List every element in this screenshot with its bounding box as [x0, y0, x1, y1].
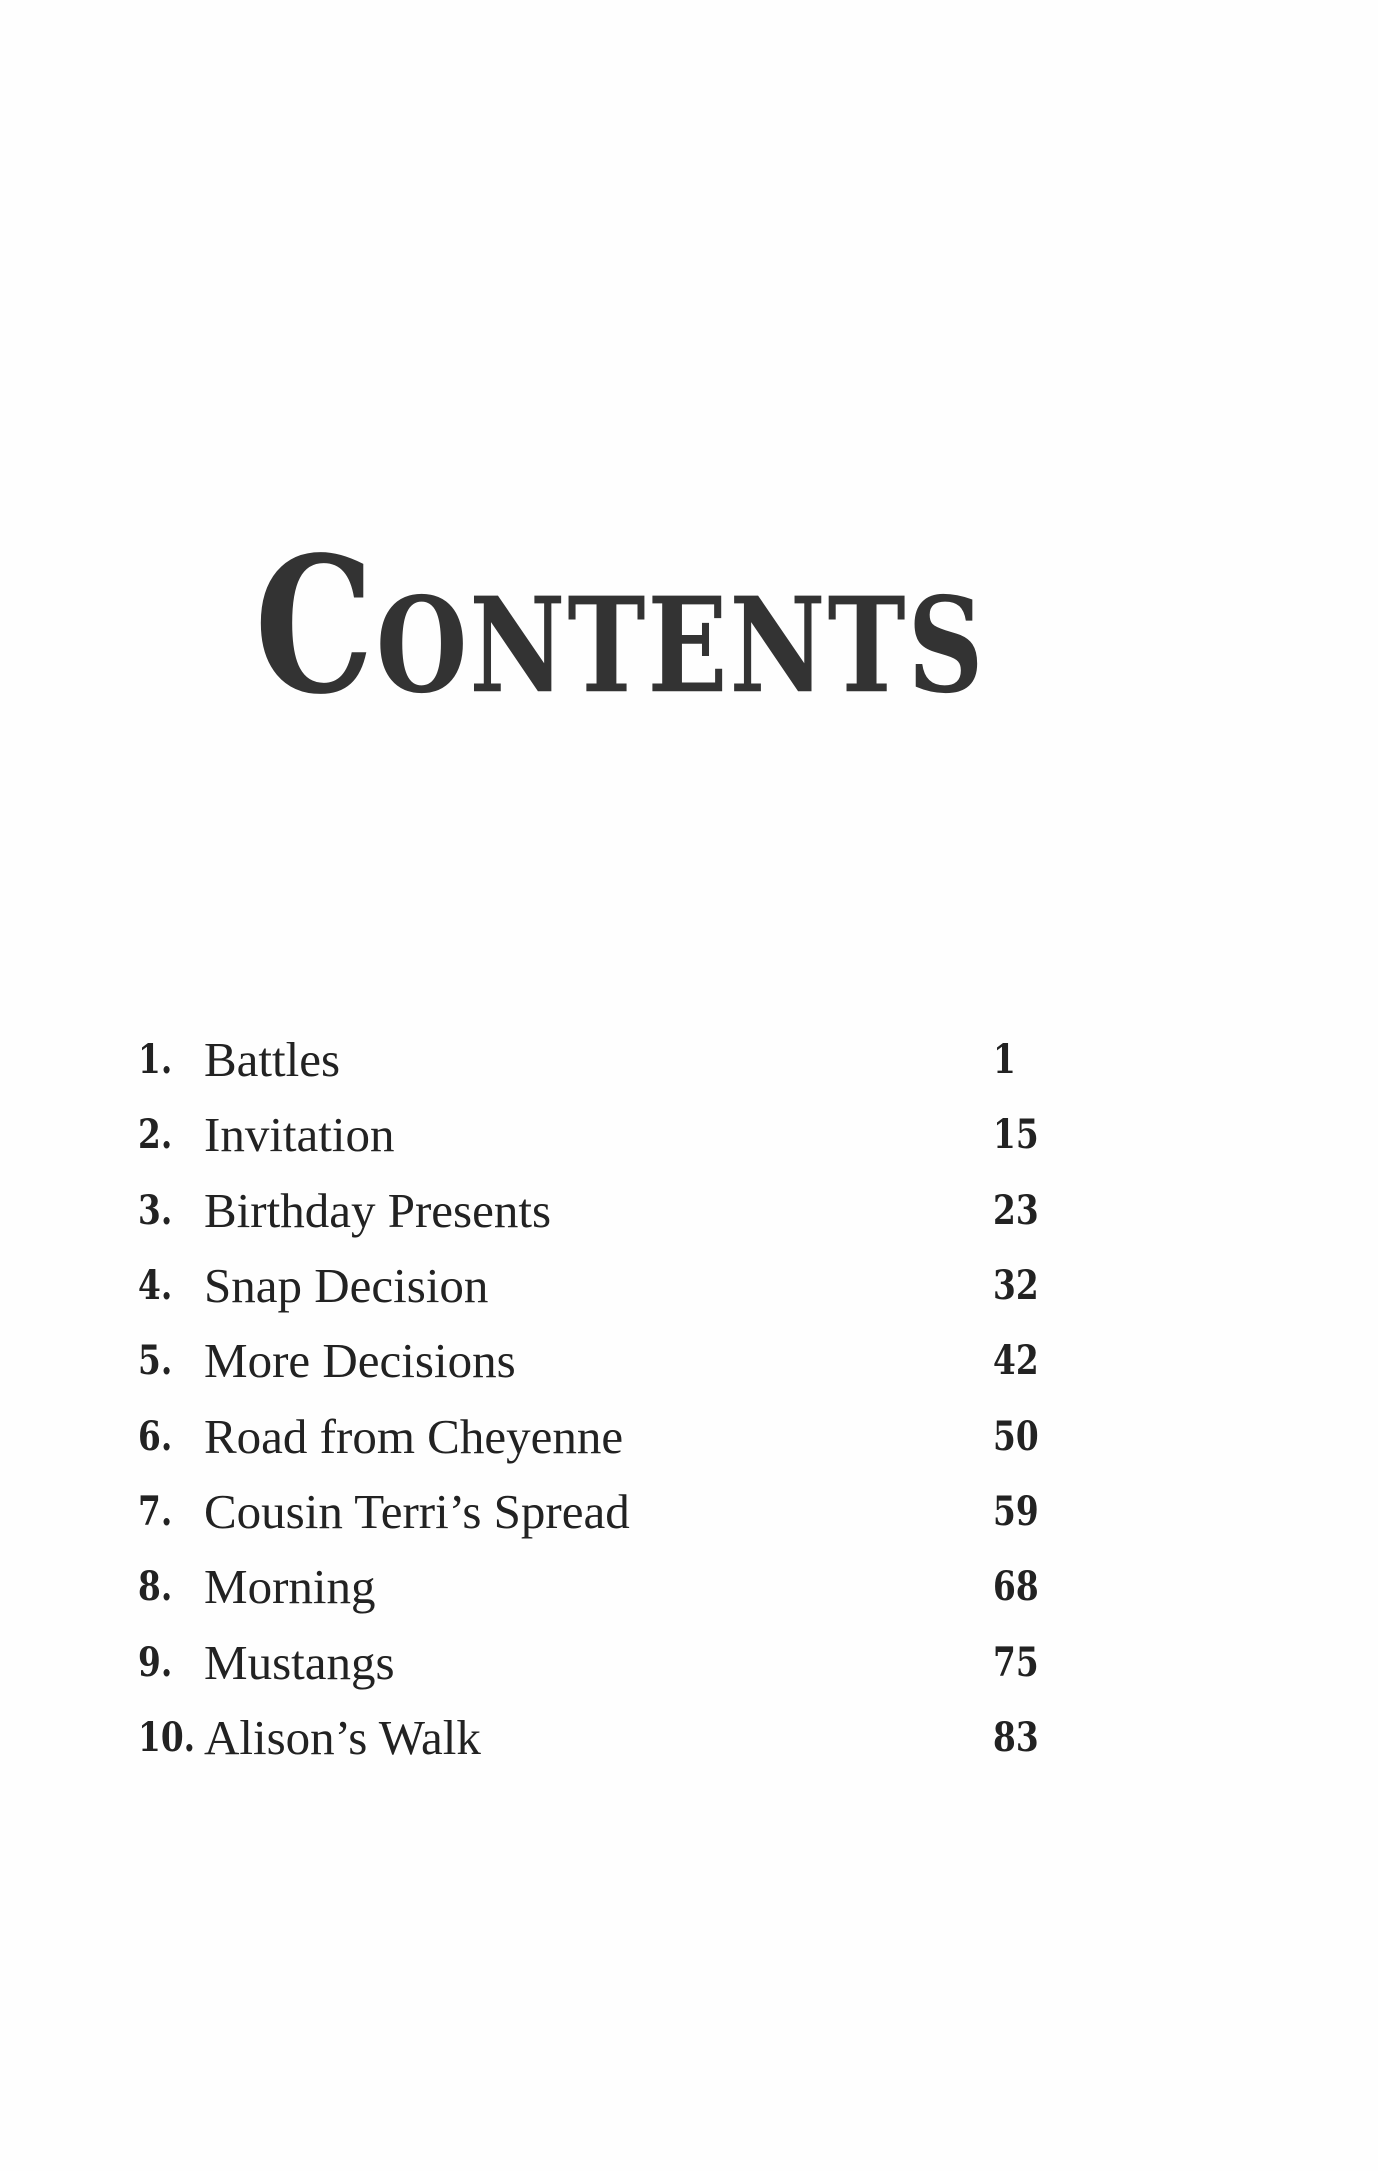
chapter-number: 5. [138, 1337, 173, 1385]
toc-entry [138, 1474, 1038, 1549]
chapter-title: Invitation [204, 1107, 395, 1163]
chapter-title: Mustangs [204, 1634, 395, 1690]
table-of-contents [138, 1022, 1038, 1775]
chapter-page: 68 [993, 1563, 1039, 1611]
chapter-number: 2. [138, 1111, 173, 1159]
toc-entry [138, 1323, 1038, 1398]
chapter-page: 42 [993, 1337, 1039, 1385]
chapter-title: Morning [204, 1559, 376, 1615]
chapter-title: Battles [204, 1032, 341, 1088]
toc-entry [138, 1022, 1038, 1097]
chapter-title: Cousin Terri’s Spread [204, 1483, 630, 1539]
toc-entry [138, 1624, 1038, 1699]
chapter-page: 23 [993, 1186, 1039, 1234]
chapter-page: 75 [993, 1638, 1039, 1686]
chapter-number: 3. [138, 1186, 173, 1234]
chapter-page: 50 [993, 1412, 1039, 1460]
chapter-title: More Decisions [204, 1333, 516, 1389]
chapter-page: 83 [993, 1713, 1039, 1761]
chapter-number: 7. [138, 1487, 173, 1535]
chapter-number: 6. [138, 1412, 173, 1460]
chapter-title: Road from Cheyenne [204, 1408, 624, 1464]
chapter-page: 32 [993, 1262, 1039, 1310]
toc-entry [138, 1173, 1038, 1248]
chapter-number: 1. [138, 1036, 173, 1084]
chapter-number: 10. [138, 1713, 196, 1761]
chapter-title: Snap Decision [204, 1258, 489, 1314]
toc-entry [138, 1700, 1038, 1775]
chapter-page: 15 [993, 1111, 1039, 1159]
chapter-title: Alison’s Walk [204, 1709, 481, 1765]
chapter-title: Birthday Presents [204, 1182, 552, 1238]
chapter-number: 9. [138, 1638, 173, 1686]
toc-entry [138, 1097, 1038, 1172]
page-title: Contents [254, 516, 986, 737]
chapter-number: 4. [138, 1262, 173, 1310]
toc-entry [138, 1248, 1038, 1323]
chapter-page: 1 [993, 1036, 1016, 1084]
toc-entry [138, 1549, 1038, 1624]
chapter-number: 8. [138, 1563, 173, 1611]
toc-entry [138, 1398, 1038, 1473]
chapter-page: 59 [993, 1487, 1039, 1535]
